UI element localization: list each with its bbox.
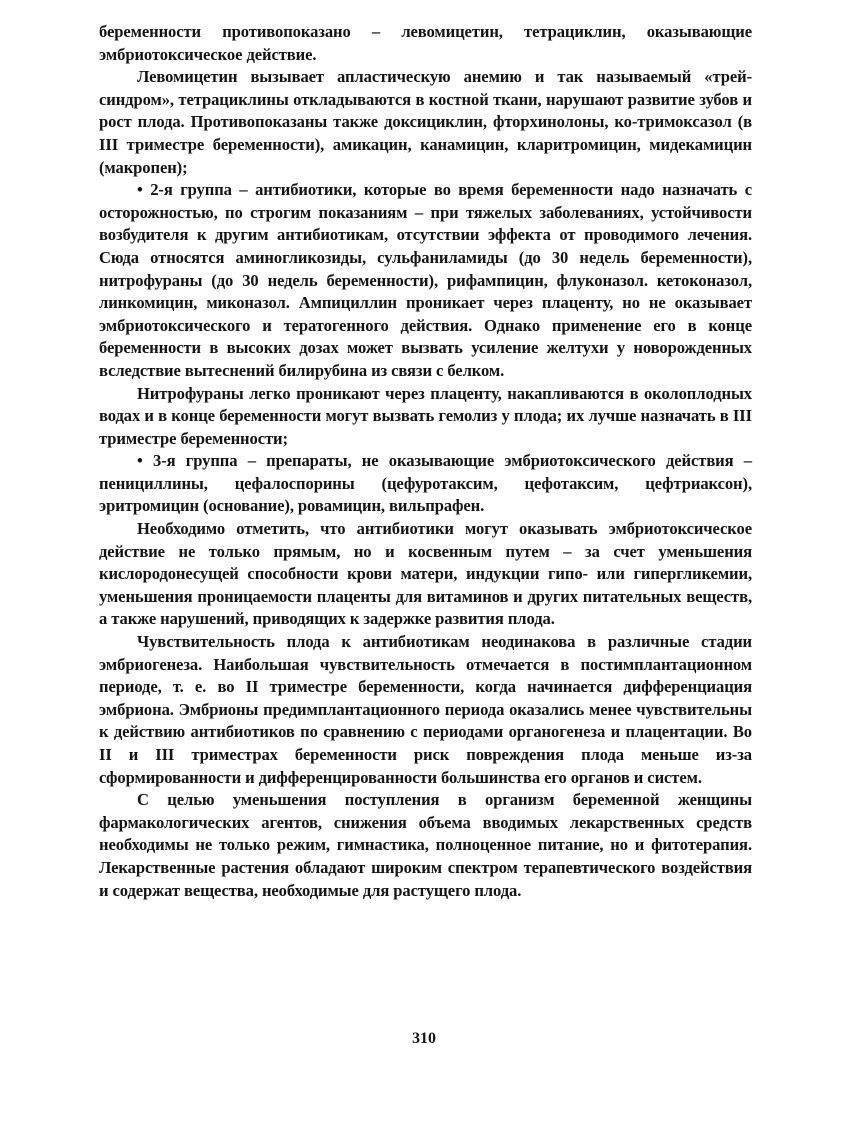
- bullet-icon: •: [137, 451, 143, 471]
- paragraph-nitrofurans: Нитрофураны легко проникают через плаценту, накапливаются в околоплодных водах и в конце беременности могут вызвать гемолиз у плода; их лучше назначать в III триместре беременности;: [99, 383, 752, 448]
- paragraph-sensitivity: Чувствительность плода к антибиотикам неодинакова в различные стадии эмбриогенеза. Наибольшая чувствительность отмечается в постимплантационном периоде, т. е. во II триместре беременности, когда начинается дифференциация эмбриона. Эмбрионы предимплантационного периода оказались менее чувствительны к действию антибиотиков по сравнению с периодами органогенеза и плацентации. Во II и III триместрах беременности риск повреждения плода меньше из-за сформированности и дифференцированности большинства его органов и систем.: [99, 632, 752, 787]
- paragraph-levomycetin: Левомицетин вызывает апластическую анемию и так называемый «трей-синдром», тетрациклины откладываются в костной ткани, нарушают развитие зубов и рост плода. Противопоказаны также доксициклин, фторхинолоны, ко-тримоксазол (в III триместре беременности), амикацин, канамицин, кларитромицин, мидекамицин (макропен);: [99, 67, 752, 177]
- paragraph-phytotherapy: С целью уменьшения поступления в организм беременной женщины фармакологических агентов, снижения объема вводимых лекарственных средств необходимы не только режим, гимнастика, полноценное питание, но и фитотерапия. Лекарственные растения обладают широким спектром терапевтического воздействия и содержат вещества, необходимые для растущего плода.: [99, 790, 752, 900]
- paragraph-group-2: • 2-я группа – антибиотики, которые во время беременности надо назначать с осторожностью, по строгим показаниям – при тяжелых заболеваниях, устойчивости возбудителя к другим антибиотикам, отсутствии эффекта от проводимого лечения. Сюда относятся аминогликозиды, сульфаниламиды (до 30 недель беременности), нитрофураны (до 30 недель беременности), рифампицин, флуконазол. кетоконазол, линкомицин, миконазол. Ампициллин проникает через плаценту, но не оказывает эмбриотоксического и тератогенного действия. Однако применение его в конце беременности в высоких дозах может вызвать усиление желтухи у новорожденных вследствие вытеснений билирубина из связи с белком.: [99, 180, 752, 380]
- document-body: [99, 21, 752, 902]
- bullet-icon: •: [137, 180, 143, 200]
- page-number: 310: [412, 1030, 436, 1047]
- paragraph-group-3: • 3-я группа – препараты, не оказывающие эмбриотоксического действия – пенициллины, цефалоспорины (цефуротаксим, цефотаксим, цефтриаксон), эритромицин (основание), ровамицин, вильпрафен.: [99, 451, 752, 516]
- paragraph-indirect-effect: Необходимо отметить, что антибиотики могут оказывать эмбриотоксическое действие не только прямым, но и косвенным путем – за счет уменьшения кислородонесущей способности крови матери, индукции гипо- или гипергликемии, уменьшения проницаемости плаценты для витаминов и других питательных веществ, а также нарушений, приводящих к задержке развития плода.: [99, 519, 752, 629]
- paragraph-continuation: беременности противопоказано – левомицетин, тетрациклин, оказывающие эмбриотоксическое действие.: [99, 22, 752, 64]
